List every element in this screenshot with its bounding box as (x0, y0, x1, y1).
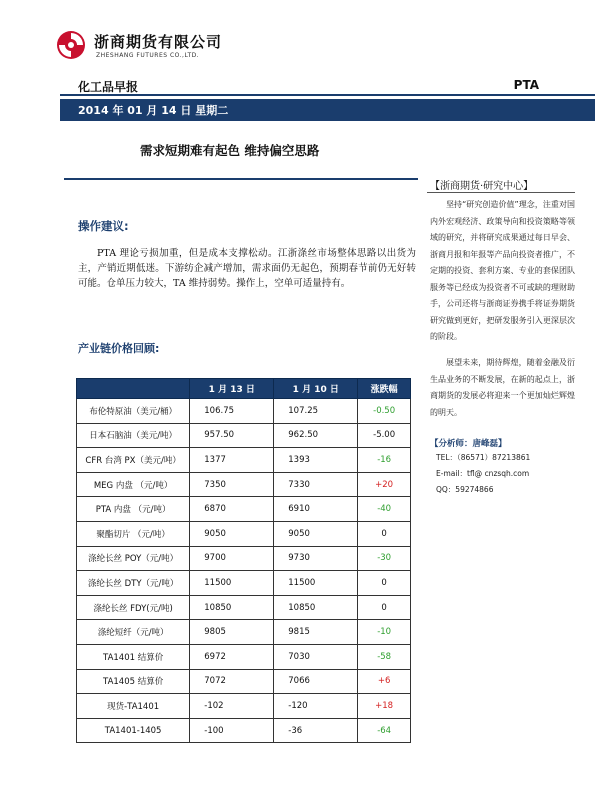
row-change-cell: -64 (358, 718, 411, 743)
row-name-cell: 布伦特原油（美元/桶） (77, 399, 190, 424)
row-change-cell: -16 (358, 448, 411, 473)
row-jan10-cell: 107.25 (274, 399, 358, 424)
table-row (77, 718, 411, 743)
table-row (77, 448, 411, 473)
row-name-cell: CFR 台湾 PX（美元/吨） (77, 448, 190, 473)
analyst-email[interactable]: E-mail：tfl@ cnzsqh.com (436, 469, 530, 478)
row-jan13-cell: 1377 (190, 448, 274, 473)
row-change-cell: 0 (358, 521, 411, 546)
headline-divider (64, 178, 418, 180)
row-change-cell: -0.50 (358, 399, 411, 424)
row-jan10-cell: 9050 (274, 521, 358, 546)
sidebar-paragraph: 坚持“研究创造价值”理念，注重对国内外宏观经济、政策导向和投资策略等领域的研究，并将研究成果通过每日早会、浙商月报和年报等产品向投资者推广，不定期的投资、套利方案、专业的套保团队服务等已经成为投资者不可或缺的理财助手，公司还将与浙商证券携手将证券期货研究做到更好，把研发服务引入更深层次的阶段。 (430, 200, 575, 341)
company-name-en: ZHESHANG FUTURES CO.,LTD. (96, 52, 200, 59)
table-row (77, 595, 411, 620)
advice-text: PTA 理论亏损加重，但是成本支撑松动。江浙涤丝市场整体思路以出货为主，产销近期低迷。下游纺企减产增加，需求面仍无起色，预期春节前仍无好转可能。仓单压力较大，TA 维持弱势。操作上，空单可适量持有。 (78, 248, 416, 289)
sidebar-title: 【浙商期货·研究中心】 (430, 181, 534, 192)
row-change-cell: -58 (358, 644, 411, 669)
row-change-cell: +20 (358, 472, 411, 497)
row-jan13-cell: 7072 (190, 669, 274, 694)
row-name-cell: 涤纶长丝 FDY(元/吨) (77, 595, 190, 620)
row-change-cell: -5.00 (358, 423, 411, 448)
column-header (77, 379, 190, 399)
column-header: 1 月 10 日 (274, 379, 358, 399)
product-code: PTA (513, 78, 539, 92)
row-jan13-cell: 10850 (190, 595, 274, 620)
row-jan10-cell: 962.50 (274, 423, 358, 448)
row-jan13-cell: 9805 (190, 620, 274, 645)
advice-heading: 操作建议: (78, 219, 129, 233)
row-jan10-cell: -36 (274, 718, 358, 743)
row-jan10-cell: 9730 (274, 546, 358, 571)
column-header: 1 月 13 日 (190, 379, 274, 399)
row-jan10-cell: 6910 (274, 497, 358, 522)
row-change-cell: -10 (358, 620, 411, 645)
row-jan13-cell: 6972 (190, 644, 274, 669)
row-jan10-cell: 7030 (274, 644, 358, 669)
row-name-cell: PTA 内盘 （元/吨） (77, 497, 190, 522)
row-jan13-cell: 7350 (190, 472, 274, 497)
row-change-cell: +6 (358, 669, 411, 694)
sidebar-paragraph: 展望未来，期待辉煌，随着金融及衍生品业务的不断发展，在新的起点上，浙商期货的发展必将迎来一个更加灿烂辉煌的明天。 (430, 358, 575, 417)
table-row (77, 620, 411, 645)
row-name-cell: 涤纶短纤（元/吨） (77, 620, 190, 645)
row-jan10-cell: 7066 (274, 669, 358, 694)
row-jan10-cell: 10850 (274, 595, 358, 620)
row-jan10-cell: -120 (274, 694, 358, 719)
company-name: 浙商期货有限公司 (94, 33, 223, 51)
row-jan10-cell: 1393 (274, 448, 358, 473)
row-jan13-cell: 11500 (190, 571, 274, 596)
table-row (77, 546, 411, 571)
row-name-cell: 日本石脑油（美元/吨） (77, 423, 190, 448)
price-table (76, 378, 411, 743)
table-row (77, 399, 411, 424)
analyst-heading: 【分析师：唐峰磊】 (430, 439, 507, 449)
row-name-cell: 现货-TA1401 (77, 694, 190, 719)
table-row (77, 571, 411, 596)
row-jan13-cell: -100 (190, 718, 274, 743)
price-table-body (77, 399, 411, 743)
table-row (77, 423, 411, 448)
table-row (77, 521, 411, 546)
report-type: 化工品早报 (78, 80, 139, 94)
sidebar-divider (427, 192, 575, 193)
column-header: 涨跌幅 (358, 379, 411, 399)
row-change-cell: +18 (358, 694, 411, 719)
row-change-cell: 0 (358, 595, 411, 620)
analyst-phone: TEL：（86571）87213861 (436, 453, 531, 462)
row-jan13-cell: 106.75 (190, 399, 274, 424)
row-jan13-cell: 957.50 (190, 423, 274, 448)
header-divider (60, 94, 595, 96)
row-name-cell: 涤纶长丝 POY（元/吨） (77, 546, 190, 571)
analyst-qq: QQ：59274866 (436, 485, 494, 494)
row-name-cell: 聚酯切片 （元/吨） (77, 521, 190, 546)
row-jan13-cell: 9700 (190, 546, 274, 571)
row-jan10-cell: 9815 (274, 620, 358, 645)
row-change-cell: -40 (358, 497, 411, 522)
row-change-cell: 0 (358, 571, 411, 596)
report-date: 2014 年 01 月 14 日 星期二 (78, 104, 229, 117)
row-jan10-cell: 7330 (274, 472, 358, 497)
row-jan10-cell: 11500 (274, 571, 358, 596)
row-name-cell: TA1401 结算价 (77, 644, 190, 669)
row-jan13-cell: 9050 (190, 521, 274, 546)
chain-heading: 产业链价格回顾: (78, 342, 160, 355)
row-jan13-cell: 6870 (190, 497, 274, 522)
row-name-cell: 涤纶长丝 DTY（元/吨） (77, 571, 190, 596)
row-jan13-cell: -102 (190, 694, 274, 719)
table-header-row (77, 379, 411, 399)
table-row (77, 497, 411, 522)
table-row (77, 644, 411, 669)
table-row (77, 669, 411, 694)
table-row (77, 694, 411, 719)
page-title: 需求短期难有起色 维持偏空思路 (140, 143, 320, 158)
row-name-cell: MEG 内盘 （元/吨） (77, 472, 190, 497)
company-logo-icon (56, 30, 86, 60)
row-name-cell: TA1401-1405 (77, 718, 190, 743)
row-name-cell: TA1405 结算价 (77, 669, 190, 694)
row-change-cell: -30 (358, 546, 411, 571)
table-row (77, 472, 411, 497)
